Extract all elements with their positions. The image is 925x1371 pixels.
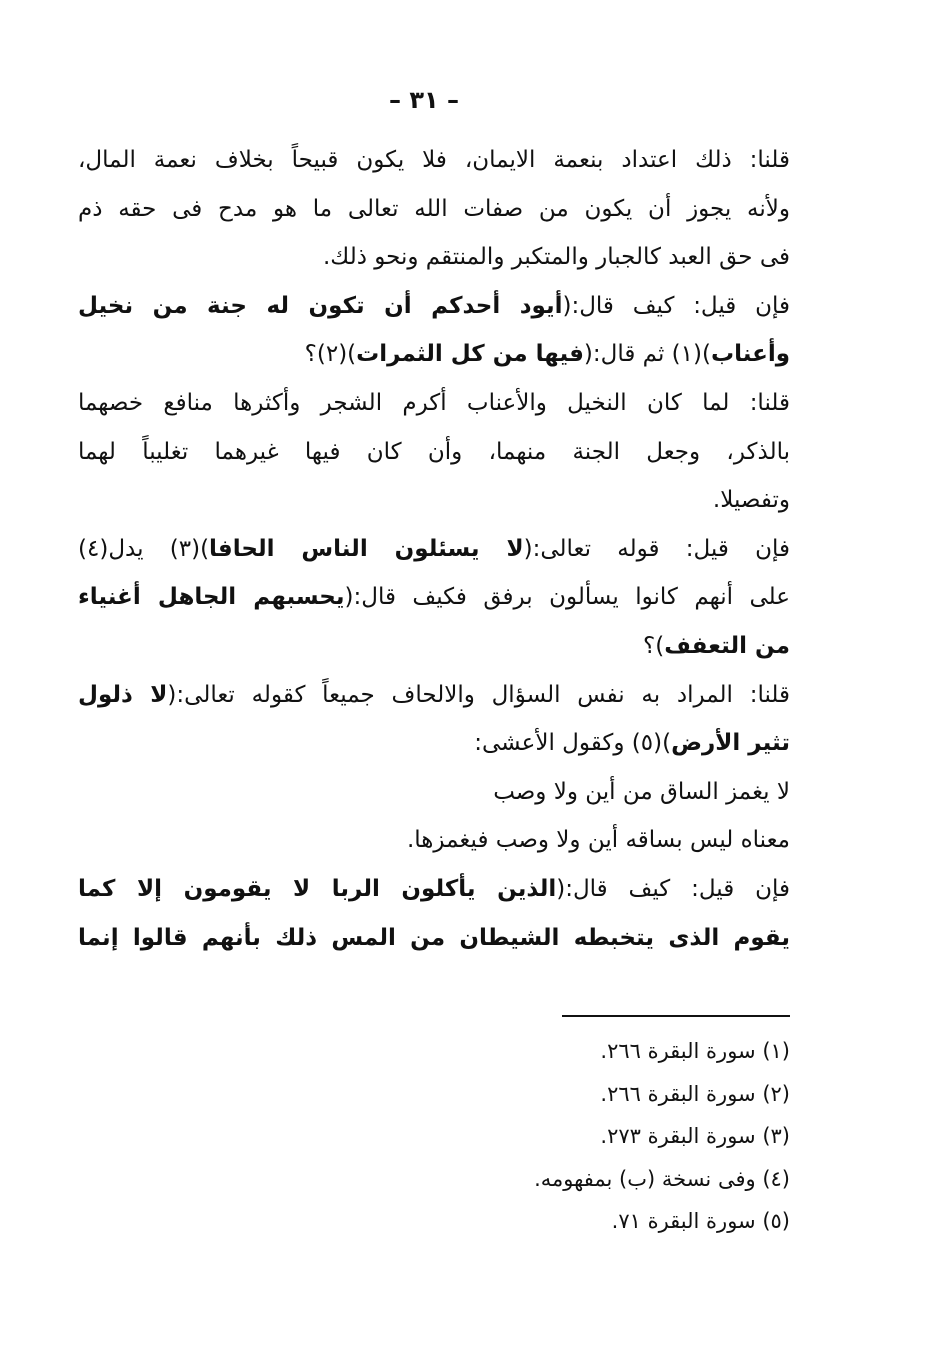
text-segment: قلنا: لما كان النخيل والأعناب أكرم الشجر وأكثرها منافع خصهما — [78, 389, 790, 416]
text-line — [78, 622, 790, 671]
text-segment: فإن قيل: كيف قال:( — [556, 875, 790, 902]
text-line — [78, 233, 790, 282]
text-line — [78, 330, 790, 379]
text-segment: بالذكر، وجعل الجنة منهما، وأن كان فيها غيرهما تغليباً لهما — [78, 438, 790, 465]
text-segment: على أنهم كانوا يسألون برفق فكيف قال:( — [344, 584, 790, 611]
text-segment: قلنا: المراد به نفس السؤال والالحاف جميعاً كقوله تعالى:( — [167, 681, 790, 708]
text-line — [78, 768, 790, 817]
text-line — [78, 525, 790, 574]
text-segment: معناه ليس بساقه أين ولا وصب فيغمزها. — [406, 827, 790, 854]
footnote: (٤) وفى نسخة (ب) بمفهومه. — [534, 1166, 790, 1191]
text-line — [78, 914, 790, 963]
text-line — [78, 865, 790, 914]
text-segment: فإن قيل: قوله تعالى:( — [523, 535, 790, 562]
footnote: (٣) سورة البقرة ٢٧٣. — [600, 1124, 790, 1148]
text-line — [78, 671, 790, 720]
quran-quote: تثير الأرض — [671, 730, 790, 757]
quran-quote: يقوم الذى يتخبطه الشيطان من المس ذلك بأنهم قالوا إنما — [78, 924, 790, 951]
quran-quote: لا ذلول — [78, 681, 168, 708]
footnotes — [78, 1030, 790, 1243]
body-text — [78, 136, 790, 962]
text-segment: )؟ — [643, 632, 665, 659]
footnote: (٢) سورة البقرة ٢٦٦. — [600, 1081, 790, 1106]
text-line — [78, 476, 790, 525]
text-line — [78, 816, 790, 865]
text-segment: فإن قيل: كيف قال:( — [562, 292, 790, 319]
text-line — [78, 719, 790, 768]
text-segment: ولأنه يجوز أن يكون من صفات الله تعالى ما هو مدح فى حقه ذم — [78, 195, 790, 222]
quran-quote: من التعفف — [664, 632, 790, 659]
text-line — [78, 282, 790, 331]
quran-quote: فيها من كل الثمرات — [356, 341, 584, 368]
quran-quote: الذين يأكلون الربا لا يقومون إلا كما — [78, 875, 557, 902]
text-line — [78, 379, 790, 428]
text-segment: )(٣) يدل(٤) — [78, 535, 210, 562]
text-segment: )(١) ثم قال:( — [583, 341, 711, 368]
text-line — [78, 136, 790, 185]
footnote-divider — [562, 1015, 790, 1017]
text-line — [78, 185, 790, 234]
text-segment: فى حق العبد كالجبار والمتكبر والمنتقم ونحو ذلك. — [323, 244, 790, 271]
text-line — [78, 428, 790, 477]
text-segment: )(٥) وكقول الأعشى: — [474, 730, 672, 757]
footnote: (١) سورة البقرة ٢٦٦. — [600, 1039, 790, 1063]
text-segment: )(٢)؟ — [304, 341, 357, 368]
page-number: – ٣١ – — [388, 86, 459, 114]
quran-quote: يحسبهم الجاهل أغنياء — [78, 584, 345, 611]
footnote: (٥) سورة البقرة ٧١. — [611, 1209, 790, 1233]
quran-quote: لا يسئلون الناس الحافا — [209, 535, 524, 562]
text-segment: لا يغمز الساق من أين ولا وصب — [493, 778, 790, 805]
quran-quote: وأعناب — [710, 341, 790, 368]
quran-quote: أيود أحدكم أن تكون له جنة من نخيل — [78, 292, 563, 319]
text-segment: وتفصيلا. — [712, 487, 790, 514]
text-segment: قلنا: ذلك اعتداد بنعمة الايمان، فلا يكون قبيحاً بخلاف نعمة المال، — [78, 147, 790, 173]
text-line — [78, 573, 790, 622]
